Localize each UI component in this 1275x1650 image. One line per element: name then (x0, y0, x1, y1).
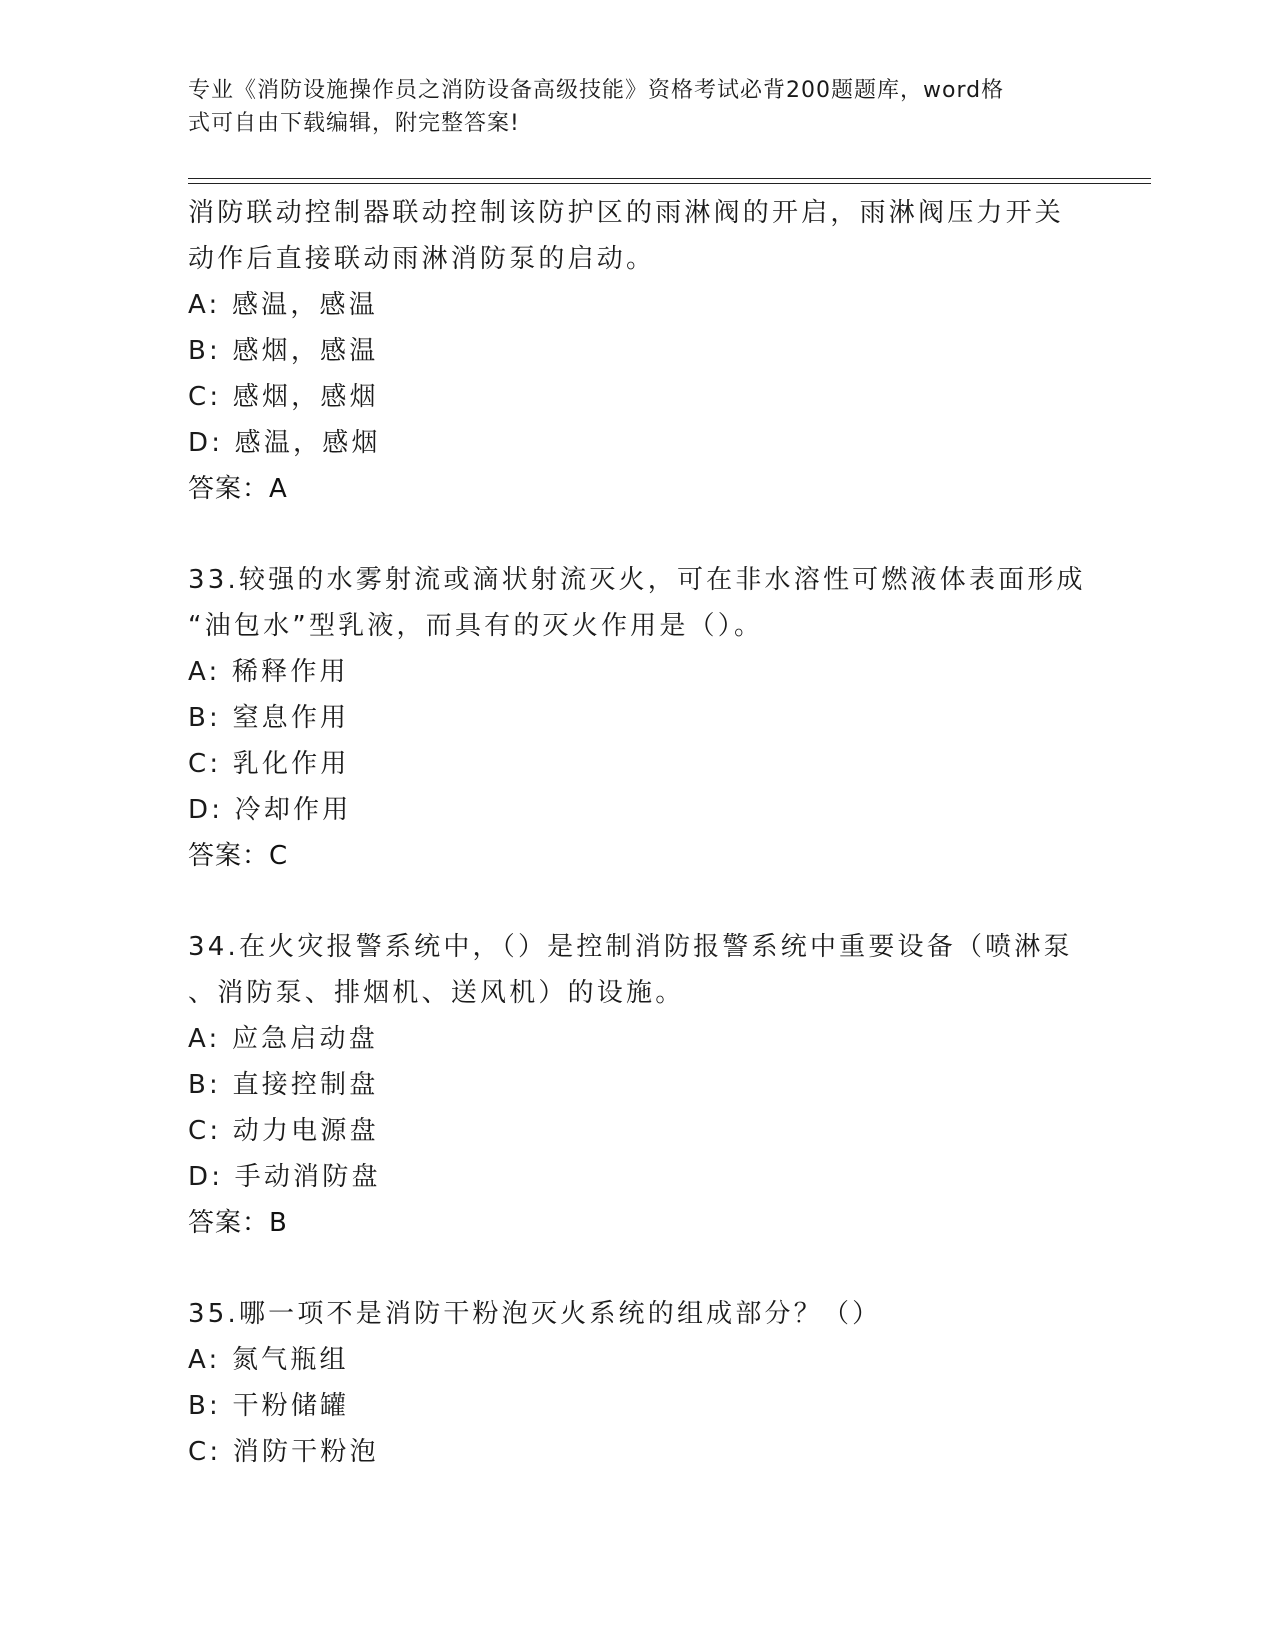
question-stem: 消防联动控制器联动控制该防护区的雨淋阀的开启，雨淋阀压力开关 (188, 198, 1065, 228)
document-header (188, 74, 1068, 140)
option-c: C: 乳化作用 (188, 749, 350, 779)
option-d: D: 感温，感烟 (188, 428, 381, 458)
question-stem: 33.较强的水雾射流或滴状射流灭火，可在非水溶性可燃液体表面形成 (188, 565, 1086, 595)
answer-label: 答案：A (188, 474, 288, 504)
option-d: D: 手动消防盘 (188, 1162, 381, 1192)
option-b: B: 窒息作用 (188, 703, 350, 733)
question-stem: 35.哪一项不是消防干粉泡灭火系统的组成部分？（） (188, 1299, 882, 1329)
header-divider-top (188, 178, 1151, 179)
header-line-2: 式可自由下载编辑，附完整答案! (188, 111, 520, 136)
option-d: D: 冷却作用 (188, 795, 352, 825)
option-c: C: 消防干粉泡 (188, 1437, 379, 1467)
option-c: C: 感烟，感烟 (188, 382, 379, 412)
question-stem: 34.在火灾报警系统中，（）是控制消防报警系统中重要设备（喷淋泵 (188, 932, 1073, 962)
option-a: A: 感温，感温 (188, 290, 378, 320)
question-34 (188, 924, 1088, 1246)
question-stem: 动作后直接联动雨淋消防泵的启动。 (188, 244, 656, 274)
header-line-1: 专业《消防设施操作员之消防设备高级技能》资格考试必背200题题库，word格 (188, 78, 1005, 103)
question-32 (188, 190, 1088, 512)
question-stem: “油包水”型乳液，而具有的灭火作用是（）。 (188, 611, 764, 641)
option-a: A: 氮气瓶组 (188, 1345, 349, 1375)
answer-label: 答案：C (188, 841, 289, 871)
option-b: B: 感烟，感温 (188, 336, 379, 366)
option-b: B: 干粉储罐 (188, 1391, 350, 1421)
option-a: A: 应急启动盘 (188, 1024, 378, 1054)
option-c: C: 动力电源盘 (188, 1116, 379, 1146)
header-divider-bottom (188, 183, 1151, 184)
question-list (188, 190, 1088, 1475)
question-gap (188, 879, 1088, 924)
question-35 (188, 1291, 1088, 1475)
question-stem: 、消防泵、排烟机、送风机）的设施。 (188, 978, 685, 1008)
option-a: A: 稀释作用 (188, 657, 349, 687)
question-gap (188, 512, 1088, 557)
answer-label: 答案：B (188, 1208, 288, 1238)
question-gap (188, 1246, 1088, 1291)
question-33 (188, 557, 1088, 879)
option-b: B: 直接控制盘 (188, 1070, 379, 1100)
